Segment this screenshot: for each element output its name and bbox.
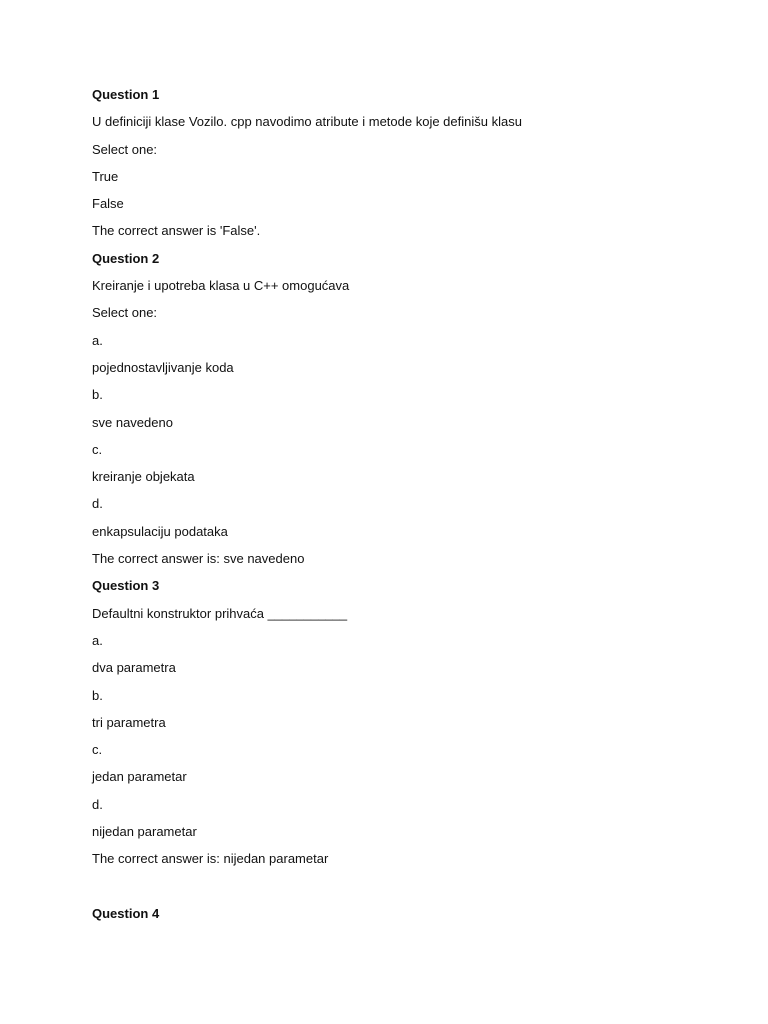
- question-3-option-c-letter: c.: [92, 742, 103, 758]
- question-1-answer: The correct answer is 'False'.: [92, 223, 261, 239]
- question-2-option-c-letter: c.: [92, 441, 103, 457]
- question-2-option-c-text: kreiranje objekata: [92, 469, 195, 485]
- question-3-option-c-text: jedan parametar: [92, 769, 187, 785]
- question-4-heading: Question 4: [92, 905, 160, 921]
- question-1-option-false: False: [92, 196, 124, 212]
- question-2-option-b-text: sve navedeno: [92, 414, 173, 430]
- question-1-heading: Question 1: [92, 87, 160, 102]
- question-3-option-b-letter: b.: [92, 687, 103, 703]
- question-3-option-b-text: tri parametra: [92, 714, 166, 730]
- question-3-option-a-text: dva parametra: [92, 660, 176, 676]
- question-2-prompt: Select one:: [92, 305, 158, 321]
- question-2-option-a-letter: a.: [92, 332, 103, 348]
- question-3-text: Defaultni konstruktor prihvaća ___________: [92, 605, 348, 621]
- question-3-option-a-letter: a.: [92, 632, 103, 648]
- question-2-option-a-text: pojednostavljivanje koda: [92, 359, 234, 375]
- quiz-content: [92, 86, 712, 932]
- question-3-heading: Question 3: [92, 578, 160, 594]
- question-1-prompt: Select one:: [92, 141, 158, 157]
- question-3-option-d-letter: d.: [92, 796, 103, 812]
- question-2-heading: Question 2: [92, 250, 160, 266]
- question-2-option-b-letter: b.: [92, 387, 103, 403]
- question-3-answer: The correct answer is: nijedan parametar: [92, 851, 329, 867]
- question-2-option-d-letter: d.: [92, 496, 103, 512]
- question-1-text: U definiciji klase Vozilo. cpp navodimo atribute i metode koje definišu klasu: [92, 114, 522, 130]
- question-3-option-d-text: nijedan parametar: [92, 824, 197, 840]
- question-1-option-true: True: [92, 168, 119, 184]
- question-2-option-d-text: enkapsulaciju podataka: [92, 523, 228, 539]
- question-2-text: Kreiranje i upotreba klasa u C++ omogućava: [92, 278, 350, 294]
- question-2-answer: The correct answer is: sve navedeno: [92, 551, 305, 567]
- paragraph-gap: [92, 878, 712, 905]
